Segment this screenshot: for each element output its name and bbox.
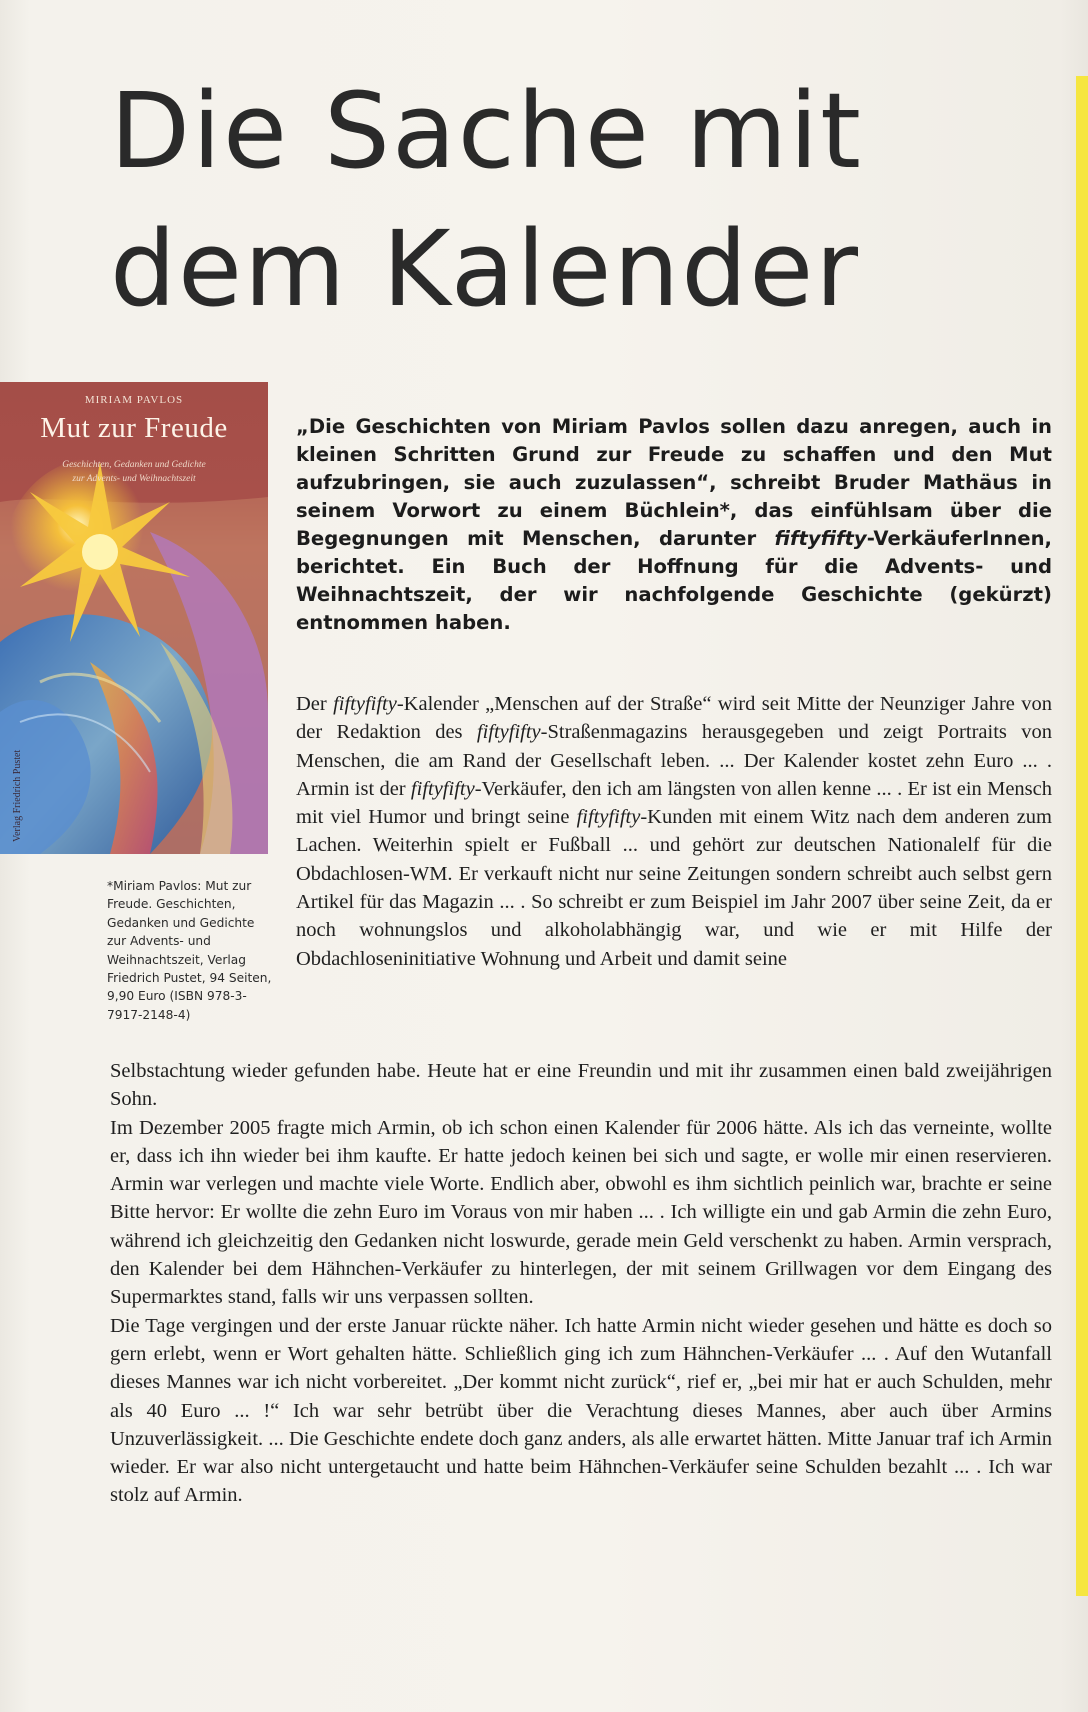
intro-paragraph	[296, 413, 1052, 637]
headline-line-1: Die Sache mit	[110, 70, 863, 192]
intro-fiftyfifty: fiftyfifty	[774, 527, 867, 550]
cover-subtitle-line-2: zur Advents- und Weihnachtszeit	[72, 474, 196, 484]
headline	[110, 62, 1010, 338]
fiftyfifty-brand: fiftyfifty	[333, 693, 397, 715]
body-text: Der	[296, 693, 334, 715]
body-text: -Kunden mit einem Witz nach dem anderen zum Lachen. Weiterhin spielt er Fußball ... und gehört zur deutschen Nationalelf für die Obdachlosen-WM. Er verkauft nicht nur seine Zeitungen sondern schreibt auch selbst gern Artikel für das Magazin ... . So schreibt er zum Beispiel im Jahr 2007 über seine Zeit, da er noch wohnungslos und alkoholabhängig war, und wie er mit Hilfe der Obdachloseninitiative Wohnung und Arbeit und damit seine	[296, 806, 1052, 970]
book-cover-image	[0, 382, 268, 854]
body-text: -Verkäufer, den ich am längsten von allen kenne ... . Er ist ein Mensch mit viel Humor und bringt seine	[296, 777, 1052, 829]
intro-text-2: -VerkäuferInnen, berichtet. Ein Buch der Hoffnung für die Advents- und Weihnachtszeit, der wir nachfolgende Geschichte (gekürzt) entnommen haben.	[296, 527, 1052, 634]
fiftyfifty-brand: fiftyfifty	[576, 806, 641, 829]
cover-subtitle-line-1: Geschichten, Gedanken und Gedichte	[62, 460, 206, 470]
body-paragraph-2: Im Dezember 2005 fragte mich Armin, ob ich schon einen Kalender für 2006 hätte. Als ich das verneinte, wollte er, dass ich ihn wieder bei ihm kaufte. Er hatte jedoch keinen bei sich und sagte, er wolle mir einen reservieren. Armin war verlegen und machte viele Worte. Endlich aber, obwohl es ihm sichtlich peinlich war, brachte er seine Bitte hervor: Er wollte die zehn Euro im Voraus von mir haben ... . Ich willigte ein und gab Armin die zehn Euro, während ich gleichzeitig den Gedanken nicht loswurde, gerade mein Geld verschenkt zu haben. Armin versprach, den Kalender bei dem Hähnchen-Verkäufer zu hinterlegen, der mit seinem Grillwagen vor dem Eingang des Supermarktes stand, falls wir uns verpassen sollten.	[110, 1116, 1052, 1309]
yellow-accent-bar	[1076, 76, 1088, 1596]
body-full-width	[110, 1057, 1052, 1510]
headline-line-2: dem Kalender	[110, 208, 861, 330]
body-paragraph-1: Selbstachtung wieder gefunden habe. Heute hat er eine Freundin und mit ihr zusammen einen bald zweijährigen Sohn.	[110, 1060, 1052, 1111]
body-paragraph-3: Die Tage vergingen und der erste Januar rückte näher. Ich hatte Armin nicht wieder gesehen und hätte es doch so gern erlebt, wenn er Wort gehalten hätte. Schließlich ging ich zum Hähnchen-Verkäufer ... . Auf den Wutanfall dieses Mannes war ich nicht vorbereitet. „Der kommt nicht zurück“, rief er, „bei mir hat er auch Schulden, mehr als 40 Euro ... !“ Ich war sehr betrübt über die Verachtung dieses Mannes, aber auch über Armins Unzuverlässigkeit. ... Die Geschichte endete doch ganz anders, als alle erwartet hätten. Mitte Januar traf ich Armin wieder. Er war also nicht untergetaucht und hatte beim Hähnchen-Verkäufer seine Schulden bezahlt ... . Ich war stolz auf Armin.	[110, 1314, 1052, 1507]
fiftyfifty-brand: fiftyfifty	[410, 777, 475, 800]
body-column-paragraph	[296, 690, 1052, 973]
body-text: -Kalender „Menschen auf der Straße“ wird seit Mitte der Neunziger Jahre von der Redaktion des	[296, 693, 1052, 744]
cover-artwork	[0, 382, 268, 854]
cover-subtitle	[6, 458, 262, 486]
body-text: -Straßenmagazins herausgegeben und zeigt Portraits von Menschen, die am Rand der Gesellschaft leben. ... Der Kalender kostet zehn Euro ... . Armin ist der	[296, 721, 1052, 800]
fiftyfifty-brand: fiftyfifty	[476, 721, 541, 744]
intro-text-1: „Die Geschichten von Miriam Pavlos sollen dazu anregen, auch in kleinen Schritten Grund zur Freude zu schaffen und den Mut aufzubringen, sie auch zuzulassen“, schreibt Bruder Mathäus in seinem Vorwort zu einem Büchlein*, das einfühlsam über die Begegnungen mit Menschen, darunter	[296, 415, 1052, 550]
cover-title: Mut zur Freude	[40, 412, 228, 444]
cover-publisher: Verlag Friedrich Pustet	[12, 749, 23, 842]
book-caption: *Miriam Pavlos: Mut zur Freude. Geschichten, Gedanken und Gedichte zur Advents- und Weihnachtszeit, Verlag Friedrich Pustet, 94 Seiten, 9,90 Euro (ISBN 978-3-7917-2148-4)	[107, 879, 272, 1022]
cover-author: MIRIAM PAVLOS	[84, 394, 184, 406]
